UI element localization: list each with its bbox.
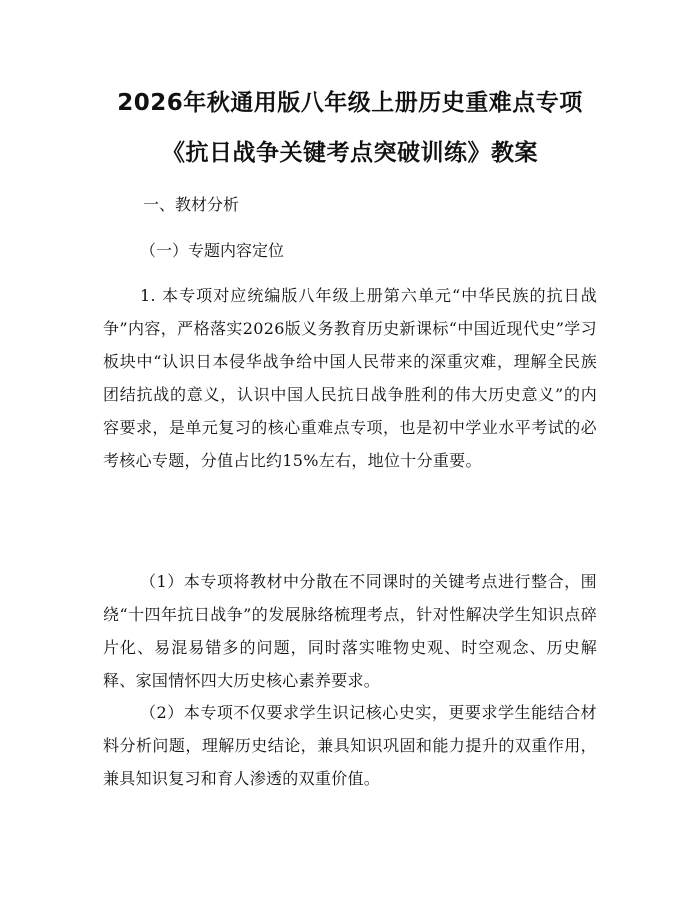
subsection-heading-topic-positioning: （一）专题内容定位 xyxy=(140,241,285,260)
paragraph-1: 1. 本专项对应统编版八年级上册第六单元“中华民族的抗日战争”内容，严格落实2026版义务教育历史新课标“中国近现代史”学习板块中“认识日本侵华战争给中国人民带来的深重灾难，理解全民族团结抗战的意义，认识中国人民抗日战争胜利的伟大历史意义”的内容要求，是单元复习的核心重难点专项，也是初中学业水平考试的必考核心专题，分值占比约15%左右，地位十分重要。 xyxy=(103,286,597,470)
section-heading-teaching-material-analysis: 一、教材分析 xyxy=(143,195,240,214)
document-title-line-2: 《抗日战争关键考点突破训练》教案 xyxy=(162,140,538,166)
paragraph-3: （2）本专项不仅要求学生识记核心史实，更要求学生能结合材料分析问题，理解历史结论，兼具知识巩固和能力提升的双重作用，兼具知识复习和育人渗透的双重价值。 xyxy=(103,703,597,788)
paragraph-2: （1）本专项将教材中分散在不同课时的关键考点进行整合，围绕“十四年抗日战争”的发展脉络梳理考点，针对性解决学生知识点碎片化、易混易错多的问题，同时落实唯物史观、时空观念、历史解释、家国情怀四大历史核心素养要求。 xyxy=(103,572,597,690)
document-title-line-1: 2026年秋通用版八年级上册历史重难点专项 xyxy=(117,90,583,116)
